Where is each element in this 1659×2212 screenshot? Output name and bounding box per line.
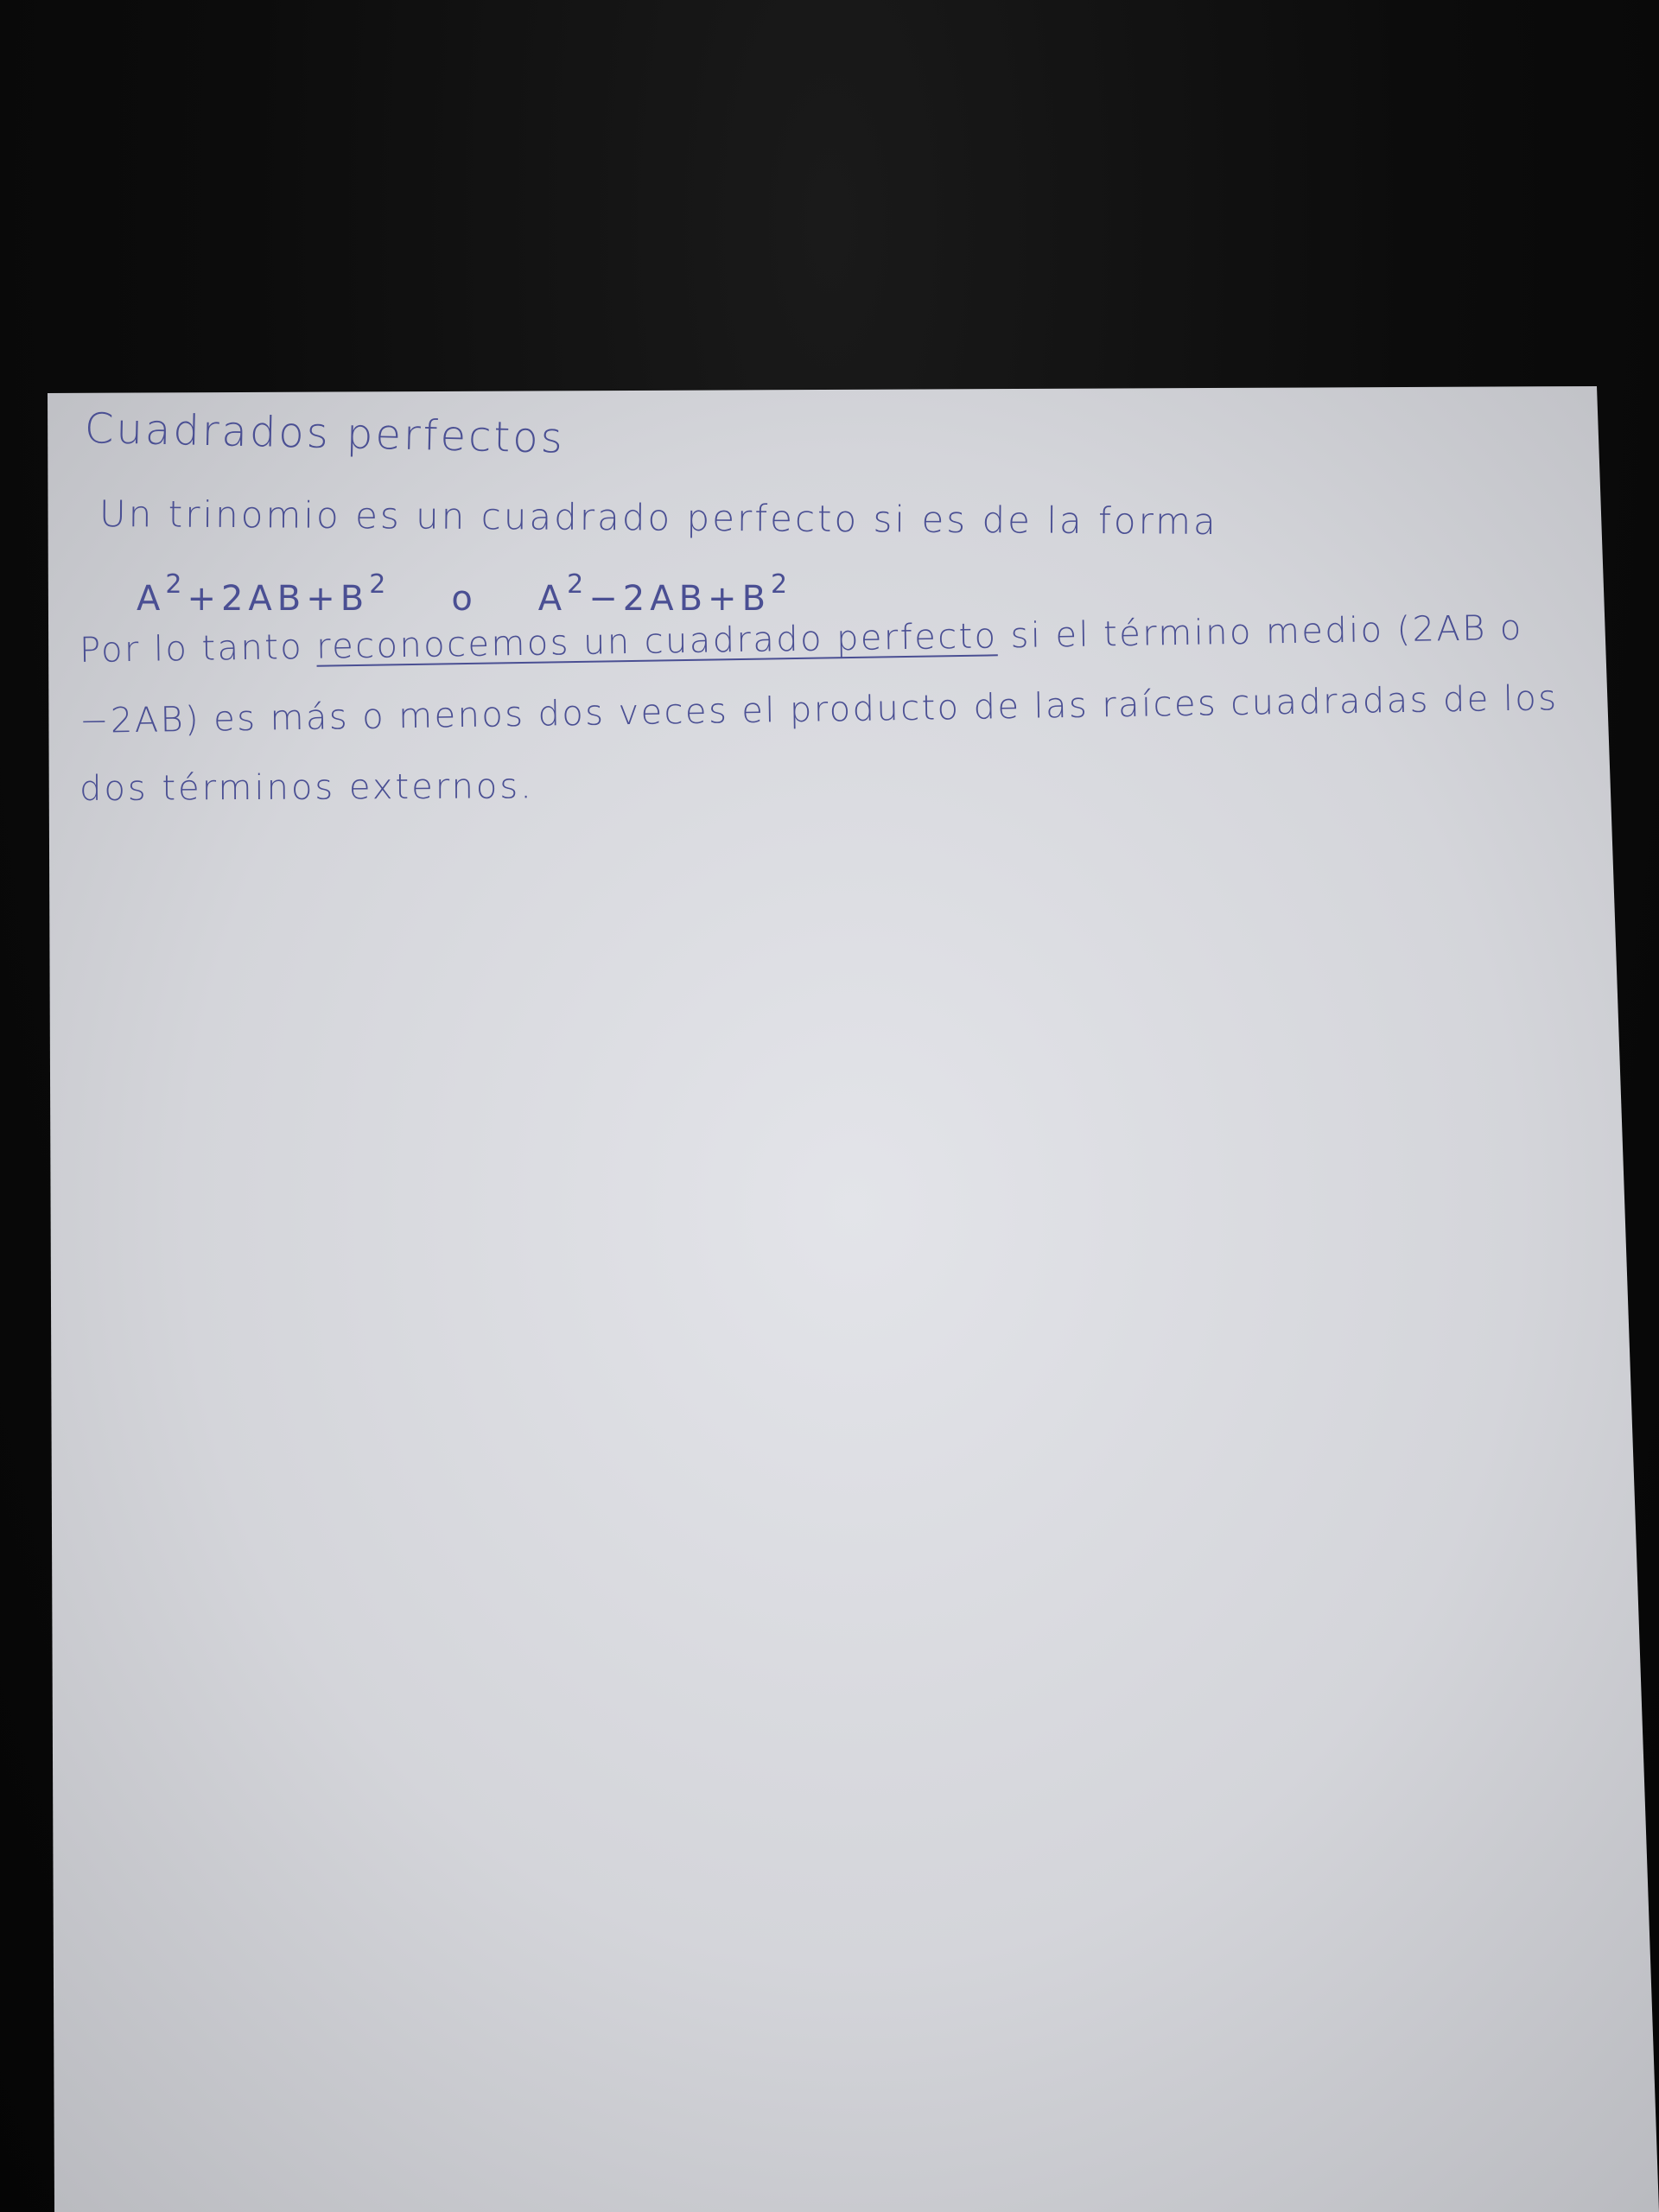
definition-line: Un trinomio es un cuadrado perfecto si es de la forma <box>99 493 1218 543</box>
paragraph-line-3: dos términos externos. <box>79 766 535 809</box>
formula-second: $A^2-2AB+B^2$ <box>537 569 793 620</box>
underlined-phrase: reconocemos un cuadrado perfecto <box>315 616 998 667</box>
formula-first: $A^2+2AB+B^2$ <box>137 569 391 620</box>
formula-line <box>137 569 793 620</box>
paragraph-line-2: −2AB) es más o menos dos veces el producto de las raíces cuadradas de los <box>79 678 1559 741</box>
paragraph-line-1: Por lo tanto reconocemos un cuadrado perfecto si el término medio (2AB o <box>79 607 1524 671</box>
note-title: Cuadrados perfectos <box>84 404 566 463</box>
formula-connector: o <box>451 579 478 620</box>
